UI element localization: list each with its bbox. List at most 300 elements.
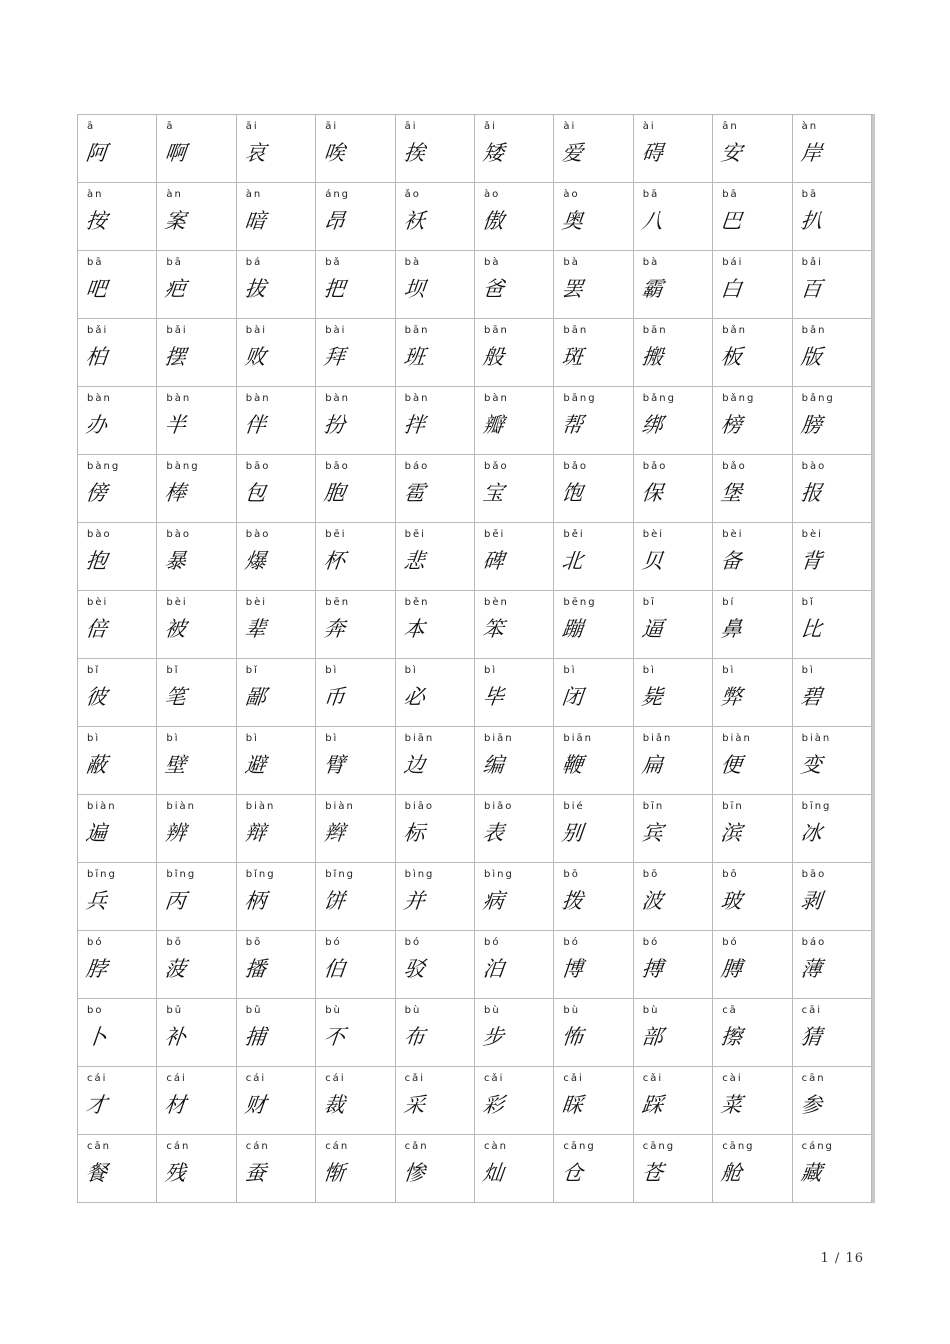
grid-cell <box>793 727 872 795</box>
pinyin-label: bàn <box>325 393 351 404</box>
grid-cell <box>157 387 236 455</box>
grid-cell <box>554 795 633 863</box>
grid-cell <box>78 999 157 1067</box>
handwritten-character: 膀 <box>799 413 823 437</box>
handwritten-character: 标 <box>402 821 426 845</box>
pinyin-label: biān <box>563 733 593 744</box>
handwritten-character: 柄 <box>243 889 267 913</box>
handwritten-character: 必 <box>402 685 426 709</box>
pinyin-label: bīng <box>801 801 832 812</box>
handwritten-character: 灿 <box>481 1161 506 1185</box>
handwritten-character: 部 <box>640 1025 664 1049</box>
pinyin-label: bān <box>642 325 668 336</box>
grid-cell <box>157 1135 236 1203</box>
grid-cell <box>78 863 157 931</box>
pinyin-label: cán <box>245 1141 270 1152</box>
grid-cell <box>475 251 554 319</box>
pinyin-label: bǎng <box>801 393 835 404</box>
grid-cell <box>78 1135 157 1203</box>
pinyin-label: bǎn <box>722 325 748 336</box>
grid-cell <box>78 659 157 727</box>
grid-cell <box>78 591 157 659</box>
pinyin-label: bǎi <box>87 325 109 336</box>
handwritten-character: 绑 <box>640 413 664 437</box>
pinyin-label: āi <box>404 121 418 132</box>
handwritten-character: 丙 <box>164 889 188 913</box>
handwritten-character: 财 <box>243 1093 267 1117</box>
handwritten-character: 睬 <box>561 1093 585 1117</box>
pinyin-label: báo <box>404 461 430 472</box>
grid-cell <box>237 115 316 183</box>
handwritten-character: 滨 <box>719 821 744 845</box>
pinyin-label: cái <box>325 1073 346 1084</box>
handwritten-character: 摆 <box>164 345 188 369</box>
handwritten-character: 保 <box>640 481 664 505</box>
pinyin-label: bō <box>642 869 660 880</box>
handwritten-character: 坝 <box>402 277 426 301</box>
grid-cell <box>157 591 236 659</box>
pinyin-label: bā <box>801 189 819 200</box>
grid-cell <box>713 251 792 319</box>
grid-cell <box>157 727 236 795</box>
handwritten-character: 菜 <box>719 1093 744 1117</box>
handwritten-character: 疤 <box>164 277 188 301</box>
handwritten-character: 藏 <box>799 1161 823 1185</box>
handwritten-character: 材 <box>164 1093 188 1117</box>
pinyin-label: bàn <box>245 393 271 404</box>
pinyin-label: bó <box>722 937 739 948</box>
handwritten-character: 波 <box>640 889 664 913</box>
grid-cell <box>554 387 633 455</box>
handwritten-character: 办 <box>84 413 109 437</box>
handwritten-character: 碧 <box>799 685 823 709</box>
grid-cell <box>78 115 157 183</box>
pinyin-label: bān <box>484 325 509 336</box>
handwritten-character: 逼 <box>640 617 664 641</box>
handwritten-character: 霸 <box>640 277 664 301</box>
handwritten-character: 本 <box>402 617 426 641</box>
grid-cell <box>793 1067 872 1135</box>
grid-cell <box>793 183 872 251</box>
pinyin-label: cān <box>87 1141 111 1152</box>
grid-cell <box>396 455 475 523</box>
pinyin-label: bō <box>245 937 263 948</box>
pinyin-label: bàn <box>404 393 430 404</box>
pinyin-label: biān <box>484 733 514 744</box>
grid-cell <box>237 387 316 455</box>
pinyin-label: bāo <box>245 461 271 472</box>
handwritten-character: 才 <box>84 1093 109 1117</box>
grid-cell <box>157 251 236 319</box>
handwritten-character: 玻 <box>719 889 744 913</box>
pinyin-label: bō <box>563 869 580 880</box>
grid-cell <box>634 1067 713 1135</box>
handwritten-character: 苍 <box>640 1161 664 1185</box>
grid-cell <box>554 183 633 251</box>
handwritten-character: 避 <box>243 753 267 777</box>
pinyin-label: bèi <box>722 529 744 540</box>
grid-cell <box>713 863 792 931</box>
handwritten-character: 宾 <box>640 821 664 845</box>
grid-cell <box>78 387 157 455</box>
pinyin-label: bì <box>245 733 259 744</box>
grid-cell <box>475 183 554 251</box>
grid-cell <box>554 1067 633 1135</box>
grid-cell <box>634 999 713 1067</box>
grid-cell <box>793 387 872 455</box>
grid-cell <box>634 115 713 183</box>
grid-cell <box>78 251 157 319</box>
grid-cell <box>554 659 633 727</box>
grid-cell <box>396 183 475 251</box>
grid-cell <box>78 319 157 387</box>
handwritten-character: 捕 <box>243 1025 267 1049</box>
handwritten-character: 岸 <box>799 141 823 165</box>
grid-cell <box>78 183 157 251</box>
grid-cell <box>634 455 713 523</box>
handwritten-character: 蔽 <box>84 753 109 777</box>
pinyin-label: biāo <box>404 801 434 812</box>
pinyin-label: bó <box>642 937 660 948</box>
pinyin-label: bǎi <box>166 325 188 336</box>
handwritten-character: 般 <box>481 345 506 369</box>
handwritten-character: 宝 <box>481 481 506 505</box>
grid-cell <box>316 795 395 863</box>
grid-cell <box>396 1135 475 1203</box>
pinyin-label: bǎo <box>563 461 588 472</box>
grid-cell <box>396 319 475 387</box>
handwritten-character: 不 <box>322 1025 347 1049</box>
grid-cell <box>554 455 633 523</box>
pinyin-label: bā <box>722 189 739 200</box>
handwritten-character: 薄 <box>799 957 823 981</box>
grid-cell <box>316 387 395 455</box>
handwritten-character: 并 <box>402 889 426 913</box>
pinyin-label: bù <box>404 1005 422 1016</box>
pinyin-label: biàn <box>325 801 355 812</box>
pinyin-label: ā <box>166 121 175 132</box>
pinyin-label: bì <box>642 665 656 676</box>
handwritten-character: 八 <box>640 209 664 233</box>
handwritten-character: 北 <box>561 549 585 573</box>
pinyin-label: ā <box>87 121 96 132</box>
pinyin-label: bǎo <box>642 461 668 472</box>
pinyin-label: bì <box>801 665 815 676</box>
grid-cell <box>475 659 554 727</box>
grid-cell <box>713 931 792 999</box>
pinyin-label: cáng <box>801 1141 834 1152</box>
handwritten-character: 傲 <box>481 209 506 233</box>
grid-cell <box>713 999 792 1067</box>
handwritten-character: 碑 <box>481 549 506 573</box>
grid-cell <box>793 591 872 659</box>
pinyin-label: àn <box>801 121 819 132</box>
grid-cell <box>554 251 633 319</box>
pinyin-label: cān <box>801 1073 826 1084</box>
grid-cell <box>713 795 792 863</box>
handwritten-character: 兵 <box>84 889 109 913</box>
pinyin-label: cái <box>245 1073 267 1084</box>
grid-cell <box>793 455 872 523</box>
pinyin-label: bù <box>563 1005 581 1016</box>
handwritten-character: 参 <box>799 1093 823 1117</box>
pinyin-label: bǔ <box>245 1005 263 1016</box>
handwritten-character: 堡 <box>719 481 744 505</box>
pinyin-label: bēi <box>404 529 426 540</box>
grid-cell <box>713 455 792 523</box>
pinyin-label: bá <box>245 257 263 268</box>
handwritten-character: 鼻 <box>719 617 744 641</box>
handwritten-character: 帮 <box>561 413 585 437</box>
grid-cell <box>554 523 633 591</box>
pinyin-label: bèi <box>245 597 268 608</box>
handwritten-character: 辩 <box>243 821 267 845</box>
handwritten-character: 杯 <box>322 549 347 573</box>
handwritten-character: 背 <box>799 549 823 573</box>
grid-cell <box>713 183 792 251</box>
grid-cell <box>237 183 316 251</box>
handwritten-character: 采 <box>402 1093 426 1117</box>
pinyin-label: bēi <box>484 529 506 540</box>
grid-cell <box>78 523 157 591</box>
handwritten-character: 辫 <box>322 821 347 845</box>
handwritten-character: 板 <box>719 345 744 369</box>
grid-cell <box>554 1135 633 1203</box>
pinyin-label: bīng <box>87 869 117 880</box>
pinyin-label: bì <box>325 733 339 744</box>
pinyin-label: bǎn <box>801 325 827 336</box>
grid-cell <box>793 863 872 931</box>
pinyin-label: cǎi <box>642 1073 664 1084</box>
handwritten-character: 搏 <box>640 957 664 981</box>
handwritten-character: 病 <box>481 889 506 913</box>
grid-cell <box>316 251 395 319</box>
pinyin-label: bèi <box>166 597 188 608</box>
handwritten-character: 袄 <box>402 209 426 233</box>
handwritten-character: 毕 <box>481 685 506 709</box>
handwritten-character: 笨 <box>481 617 506 641</box>
grid-cell <box>713 523 792 591</box>
handwritten-character: 阿 <box>84 141 109 165</box>
grid-cell <box>316 1135 395 1203</box>
pinyin-label: cán <box>325 1141 350 1152</box>
grid-cell <box>157 931 236 999</box>
grid-cell <box>475 387 554 455</box>
handwritten-character: 弊 <box>719 685 744 709</box>
pinyin-label: bǎo <box>722 461 747 472</box>
pinyin-label: bù <box>325 1005 342 1016</box>
handwritten-character: 膊 <box>719 957 744 981</box>
handwritten-character: 编 <box>481 753 506 777</box>
handwritten-character: 冰 <box>799 821 823 845</box>
pinyin-label: bó <box>484 937 501 948</box>
grid-cell <box>396 659 475 727</box>
handwritten-character: 奔 <box>322 617 347 641</box>
handwritten-character: 榜 <box>719 413 744 437</box>
pinyin-label: ǎo <box>404 189 421 200</box>
pinyin-label: bǐng <box>166 869 197 880</box>
handwritten-character: 仓 <box>561 1161 585 1185</box>
pinyin-label: cāng <box>722 1141 755 1152</box>
handwritten-character: 餐 <box>84 1161 109 1185</box>
pinyin-label: cā <box>722 1005 738 1016</box>
pinyin-label: biàn <box>166 801 196 812</box>
grid-cell <box>634 319 713 387</box>
pinyin-label: biān <box>404 733 435 744</box>
handwritten-character: 步 <box>481 1025 506 1049</box>
grid-cell <box>237 319 316 387</box>
handwritten-character: 卜 <box>84 1025 109 1049</box>
pinyin-label: bà <box>404 257 422 268</box>
grid-cell <box>475 1135 554 1203</box>
pinyin-label: bāng <box>563 393 597 404</box>
grid-cell <box>316 319 395 387</box>
pinyin-label: bái <box>722 257 744 268</box>
grid-cell <box>793 251 872 319</box>
grid-cell <box>475 115 554 183</box>
grid-cell <box>157 319 236 387</box>
pinyin-label: báo <box>801 937 827 948</box>
handwritten-character: 斑 <box>561 345 585 369</box>
pinyin-label: bēn <box>325 597 351 608</box>
handwritten-character: 裁 <box>322 1093 347 1117</box>
pinyin-label: bèi <box>642 529 665 540</box>
grid-cell <box>78 795 157 863</box>
grid-cell <box>475 523 554 591</box>
handwritten-character: 蹦 <box>561 617 585 641</box>
pinyin-label: bào <box>245 529 271 540</box>
grid-cell <box>634 251 713 319</box>
grid-cell <box>475 319 554 387</box>
grid-cell <box>237 727 316 795</box>
handwritten-character: 棒 <box>164 481 188 505</box>
handwritten-character: 版 <box>799 345 823 369</box>
grid-cell <box>554 591 633 659</box>
handwritten-character: 奥 <box>561 209 585 233</box>
handwritten-character: 雹 <box>402 481 426 505</box>
grid-cell <box>237 659 316 727</box>
grid-cell <box>793 999 872 1067</box>
pinyin-label: bān <box>563 325 589 336</box>
handwritten-character: 瓣 <box>481 413 506 437</box>
pinyin-label: bà <box>484 257 501 268</box>
pinyin-label: ǎi <box>484 121 497 132</box>
handwritten-character: 惭 <box>322 1161 347 1185</box>
handwritten-character: 倍 <box>84 617 109 641</box>
character-grid <box>77 114 875 1203</box>
handwritten-character: 辈 <box>243 617 267 641</box>
handwritten-character: 扮 <box>322 413 347 437</box>
grid-cell <box>316 115 395 183</box>
grid-cell <box>793 1135 872 1203</box>
handwritten-character: 怖 <box>561 1025 585 1049</box>
pinyin-label: ào <box>563 189 580 200</box>
grid-cell <box>634 727 713 795</box>
grid-cell <box>78 931 157 999</box>
handwritten-character: 笔 <box>164 685 188 709</box>
pinyin-label: bēi <box>325 529 347 540</box>
handwritten-character: 挨 <box>402 141 426 165</box>
pinyin-label: cán <box>166 1141 191 1152</box>
grid-cell <box>475 727 554 795</box>
handwritten-character: 彼 <box>84 685 109 709</box>
handwritten-character: 踩 <box>640 1093 664 1117</box>
grid-cell <box>713 591 792 659</box>
pinyin-label: āi <box>325 121 339 132</box>
pinyin-label: bō <box>722 869 739 880</box>
grid-cell <box>793 115 872 183</box>
handwritten-character: 拔 <box>243 277 267 301</box>
handwritten-character: 拌 <box>402 413 426 437</box>
grid-cell <box>396 999 475 1067</box>
pinyin-label: bǐ <box>801 597 815 608</box>
pinyin-label: bì <box>484 665 498 676</box>
pinyin-label: bì <box>166 733 180 744</box>
handwritten-character: 变 <box>799 753 823 777</box>
grid-cell <box>157 455 236 523</box>
grid-cell <box>316 455 395 523</box>
handwritten-character: 泊 <box>481 957 506 981</box>
handwritten-character: 暴 <box>164 549 188 573</box>
grid-cell <box>634 183 713 251</box>
grid-cell <box>793 659 872 727</box>
pinyin-label: àn <box>245 189 263 200</box>
pinyin-label: biàn <box>245 801 276 812</box>
pinyin-label: běn <box>404 597 430 608</box>
handwritten-character: 闭 <box>561 685 585 709</box>
pinyin-label: bǐ <box>166 665 180 676</box>
grid-cell <box>634 387 713 455</box>
grid-cell <box>634 523 713 591</box>
handwritten-character: 拜 <box>322 345 347 369</box>
grid-cell <box>316 591 395 659</box>
grid-cell <box>78 455 157 523</box>
grid-cell <box>237 251 316 319</box>
handwritten-character: 碍 <box>640 141 664 165</box>
grid-cell <box>396 1067 475 1135</box>
handwritten-character: 伴 <box>243 413 267 437</box>
handwritten-character: 驳 <box>402 957 426 981</box>
grid-cell <box>713 1067 792 1135</box>
pinyin-label: áng <box>325 189 351 200</box>
handwritten-character: 遍 <box>84 821 109 845</box>
handwritten-character: 报 <box>799 481 823 505</box>
pinyin-label: bǐ <box>87 665 101 676</box>
grid-cell <box>157 659 236 727</box>
pinyin-label: cǎi <box>484 1073 505 1084</box>
grid-cell <box>237 591 316 659</box>
grid-cell <box>634 659 713 727</box>
pinyin-label: càn <box>484 1141 508 1152</box>
grid-cell <box>237 795 316 863</box>
pinyin-label: āi <box>245 121 259 132</box>
pinyin-label: cāi <box>801 1005 822 1016</box>
pinyin-label: bìng <box>484 869 514 880</box>
pinyin-label: bā <box>642 189 660 200</box>
handwritten-character: 辨 <box>164 821 188 845</box>
pinyin-label: bào <box>87 529 112 540</box>
pinyin-label: bào <box>801 461 827 472</box>
grid-cell <box>713 115 792 183</box>
pinyin-label: bīn <box>642 801 665 812</box>
pinyin-label: biàn <box>722 733 752 744</box>
pinyin-label: bì <box>563 665 577 676</box>
pinyin-label: bā <box>166 257 183 268</box>
grid-cell <box>396 727 475 795</box>
pinyin-label: bù <box>484 1005 501 1016</box>
handwritten-character: 便 <box>719 753 744 777</box>
pinyin-label: cāng <box>642 1141 676 1152</box>
